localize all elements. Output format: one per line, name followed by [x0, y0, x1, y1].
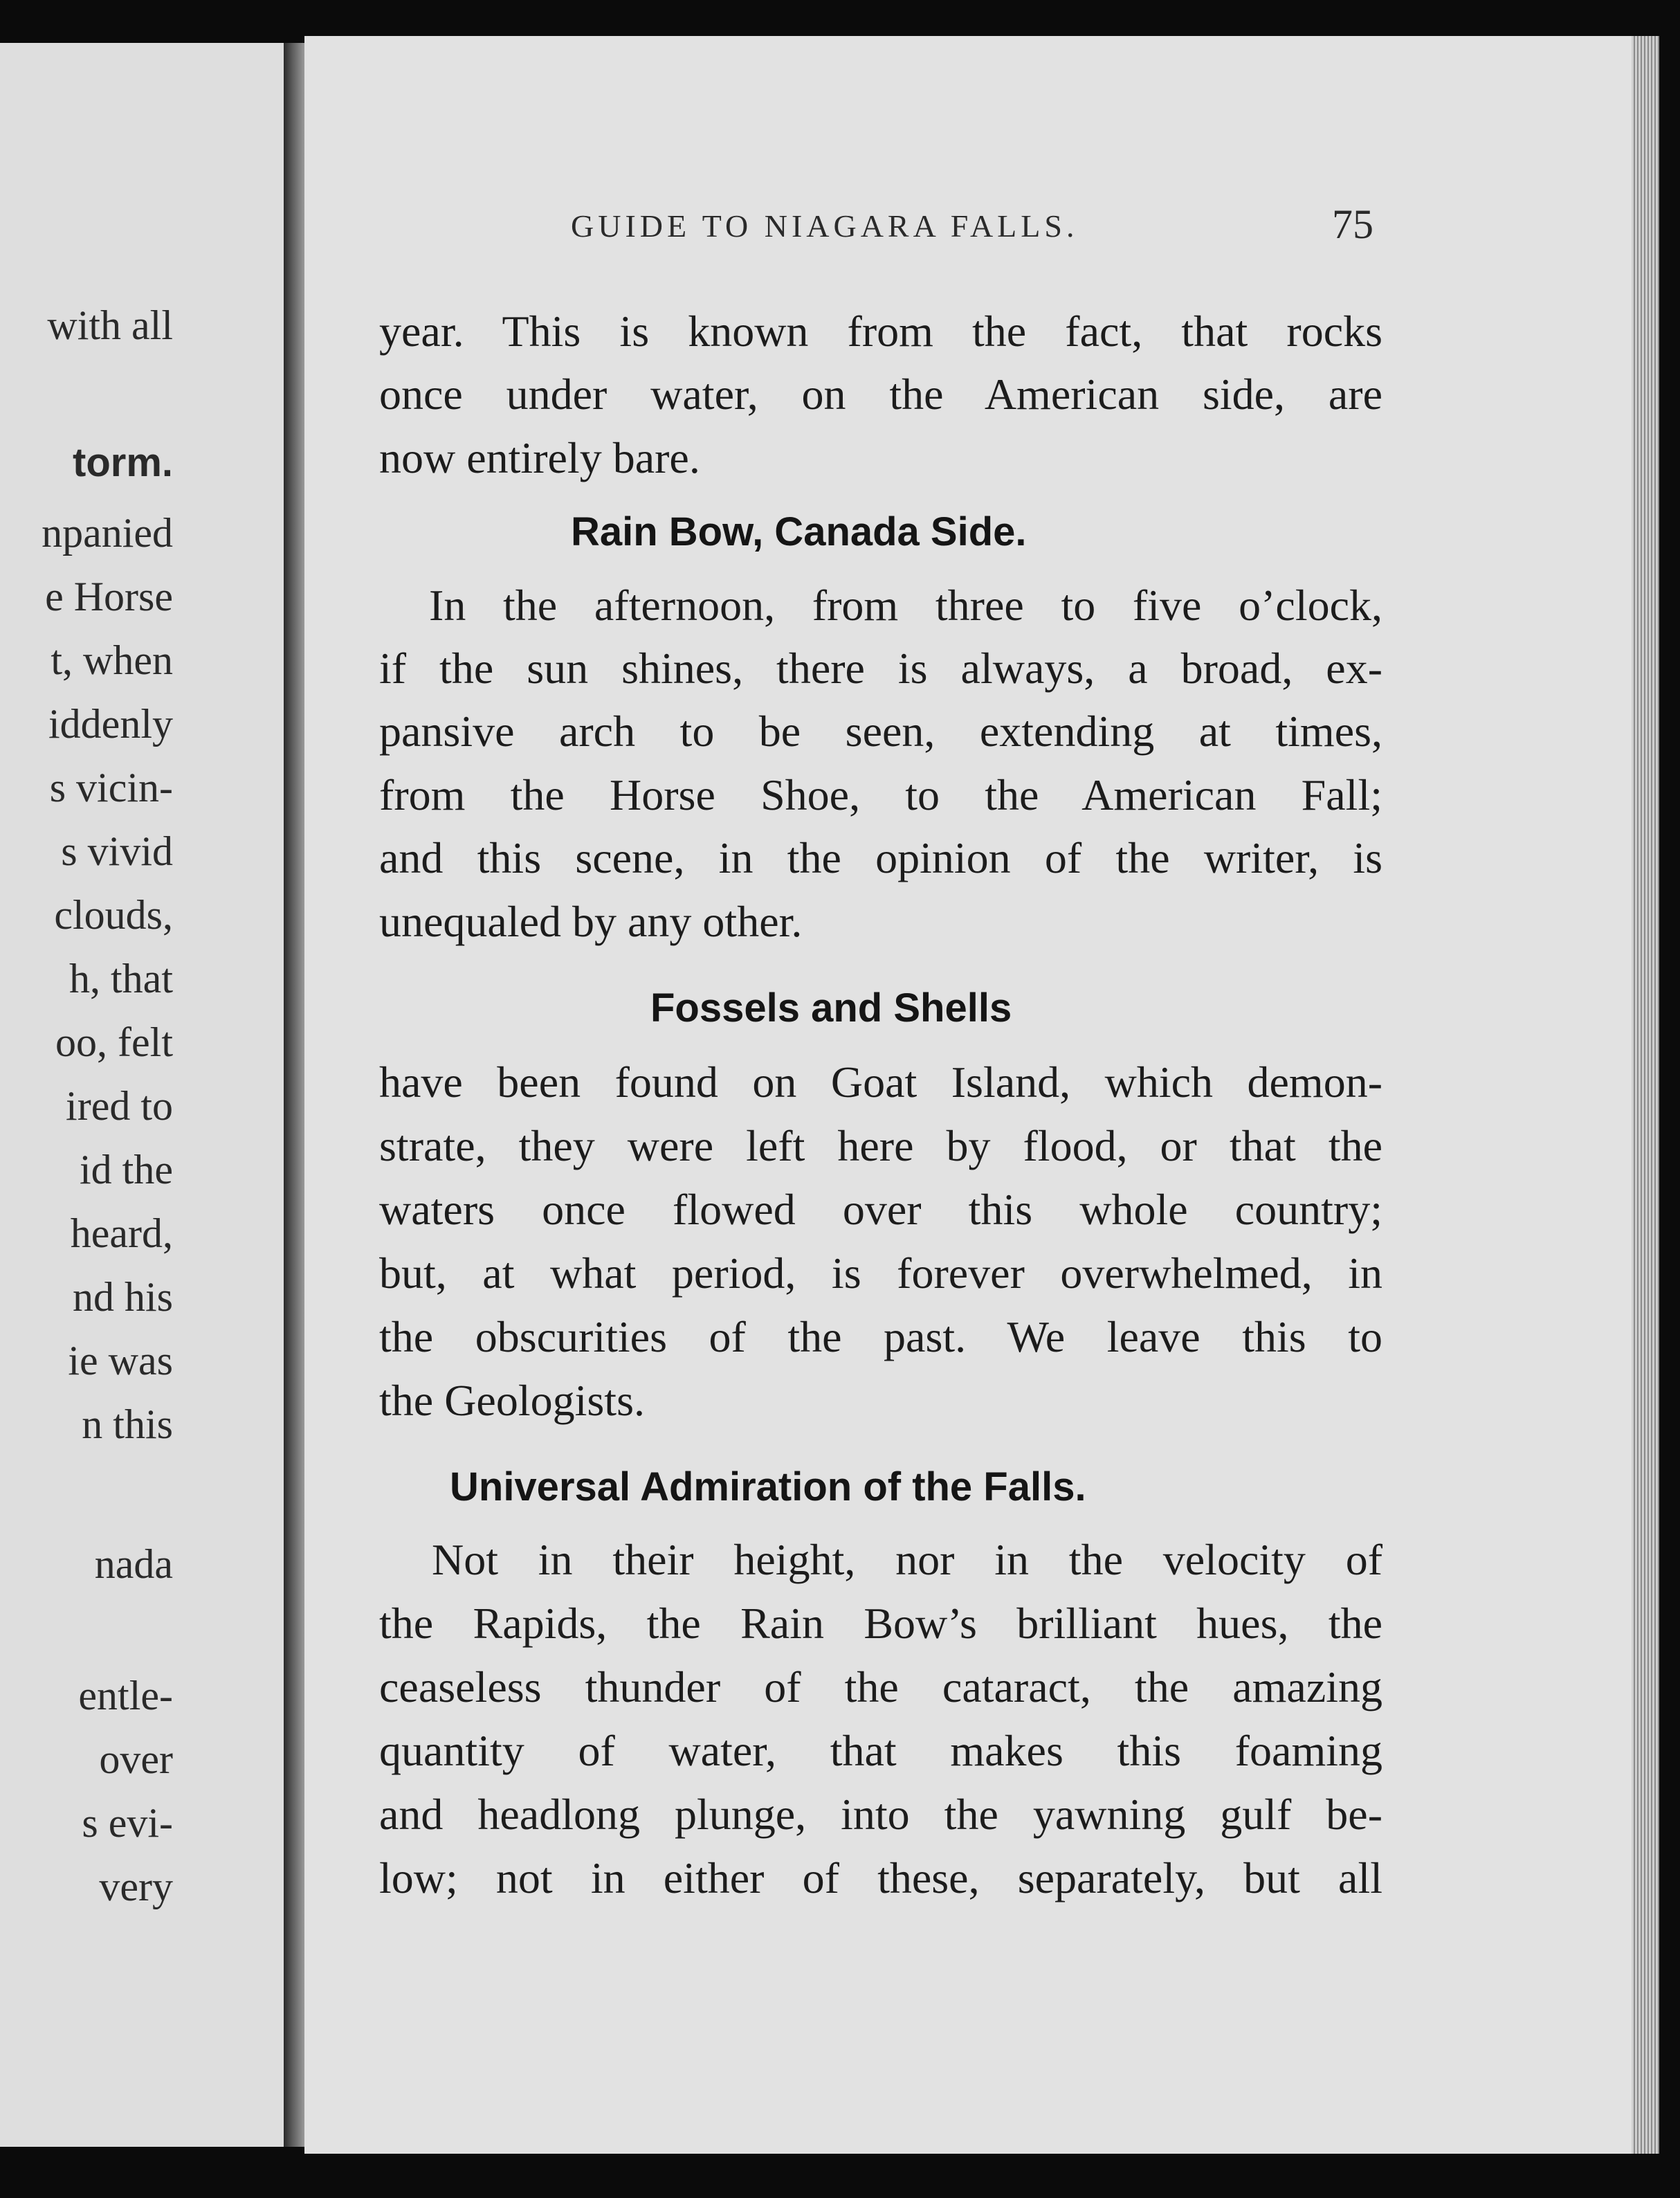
- left-page-line: iddenly: [48, 701, 173, 747]
- text-line: have been found on Goat Island, which demon-: [379, 1057, 1382, 1107]
- left-facing-page: [0, 43, 284, 2147]
- text-line: Not in their height, nor in the velocity of: [432, 1535, 1382, 1584]
- left-page-line: e Horse: [45, 574, 173, 619]
- book-gutter: [284, 43, 304, 2147]
- left-page-line: very: [99, 1864, 173, 1909]
- left-page-line: s evi-: [82, 1800, 173, 1846]
- text-line: if the sun shines, there is always, a broad, ex-: [379, 644, 1382, 693]
- left-page-line: ie was: [68, 1338, 173, 1383]
- left-page-line: oo, felt: [55, 1019, 173, 1065]
- left-page-line: nada: [94, 1541, 173, 1587]
- left-page-line: s vivid: [61, 828, 173, 874]
- left-page-line: ired to: [66, 1083, 173, 1129]
- left-page-line: t, when: [51, 637, 173, 683]
- text-line: once under water, on the American side, are: [379, 370, 1382, 419]
- left-page-line: torm.: [73, 440, 173, 485]
- left-page-line: s vicin-: [49, 765, 173, 810]
- text-line: unequaled by any other.: [379, 897, 803, 946]
- left-page-line: n this: [82, 1401, 173, 1447]
- text-line: and this scene, in the opinion of the writer, is: [379, 833, 1382, 882]
- text-line: strate, they were left here by flood, or that the: [379, 1121, 1382, 1170]
- text-line: year. This is known from the fact, that rocks: [379, 307, 1382, 356]
- left-page-line: with all: [47, 302, 173, 348]
- left-page-line: h, that: [69, 956, 173, 1001]
- left-page-line: clouds,: [54, 892, 173, 938]
- text-line: from the Horse Shoe, to the American Fall;: [379, 770, 1382, 819]
- text-line: waters once flowed over this whole country;: [379, 1185, 1382, 1234]
- section-heading-admiration: Universal Admiration of the Falls.: [450, 1464, 1086, 1509]
- text-line: ceaseless thunder of the cataract, the amazing: [379, 1662, 1382, 1711]
- text-line: the obscurities of the past. We leave this to: [379, 1312, 1382, 1361]
- text-line: In the afternoon, from three to five o’clock,: [429, 581, 1382, 630]
- section-heading-rainbow: Rain Bow, Canada Side.: [571, 509, 1027, 554]
- text-line: and headlong plunge, into the yawning gulf be-: [379, 1790, 1382, 1839]
- page-edges: [1632, 36, 1659, 2154]
- section-heading-fossels: Fossels and Shells: [650, 986, 1012, 1030]
- text-line: quantity of water, that makes this foaming: [379, 1726, 1382, 1775]
- text-line: low; not in either of these, separately, but all: [379, 1853, 1382, 1902]
- page-number: 75: [1332, 201, 1373, 247]
- text-line: now entirely bare.: [379, 433, 700, 482]
- left-page-line: heard,: [70, 1210, 173, 1256]
- left-page-line: nd his: [72, 1274, 173, 1320]
- text-line: pansive arch to be seen, extending at times,: [379, 707, 1382, 756]
- left-page-line: npanied: [42, 510, 173, 556]
- left-page-line: id the: [80, 1147, 173, 1192]
- left-page-line: over: [99, 1736, 173, 1782]
- text-line: the Geologists.: [379, 1376, 645, 1425]
- text-line: but, at what period, is forever overwhelmed, in: [379, 1248, 1382, 1298]
- text-line: the Rapids, the Rain Bow’s brilliant hues, the: [379, 1599, 1382, 1648]
- left-page-line: entle-: [78, 1673, 173, 1718]
- running-head: GUIDE TO NIAGARA FALLS.: [571, 208, 1079, 244]
